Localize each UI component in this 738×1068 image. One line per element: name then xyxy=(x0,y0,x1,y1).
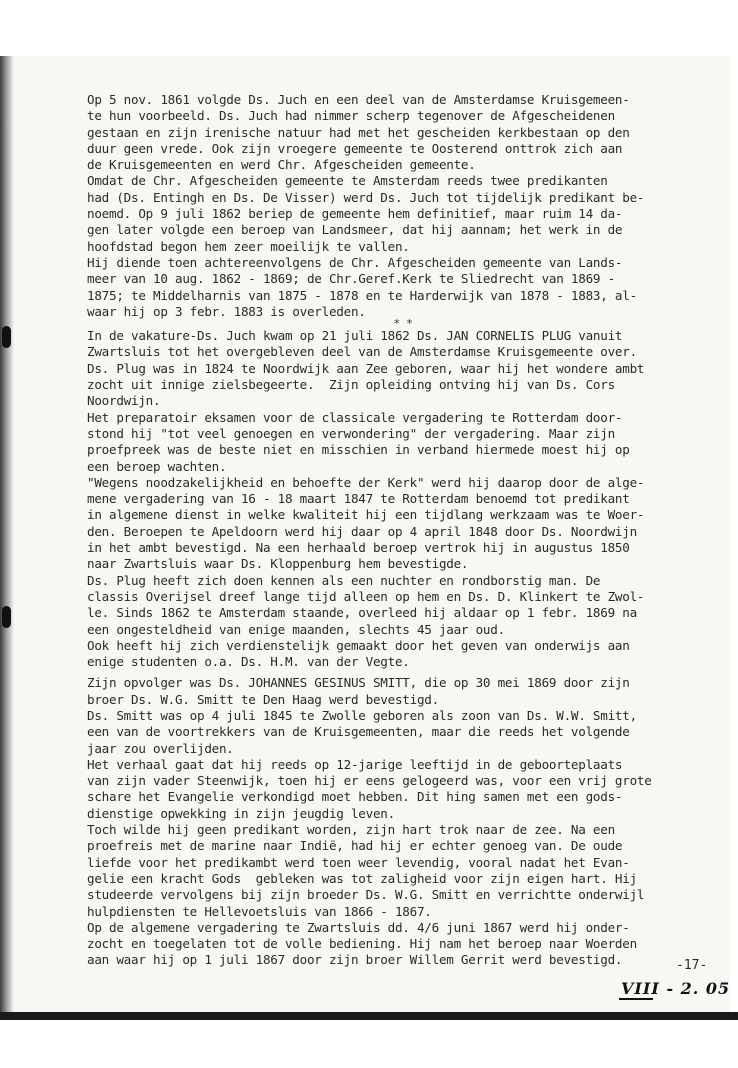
text-line: mene vergadering van 16 - 18 maart 1847 te Rotterdam benoemd tot predikant xyxy=(87,491,630,507)
text-line: zocht en toegelaten tot de volle bediening. Hij nam het beroep naar Woerden xyxy=(87,936,637,952)
text-line: proefpreek was de beste niet en misschien in verband hiermede moest hij op xyxy=(87,442,630,458)
text-line: hoofdstad begon hem zeer moeilijk te vallen. xyxy=(87,238,410,254)
text-line: hulpdiensten te Hellevoetsluis van 1866 - 1867. xyxy=(87,903,432,919)
text-line: waar hij op 3 febr. 1883 is overleden. xyxy=(87,303,366,319)
text-line: den. Beroepen te Apeldoorn werd hij daar op 4 april 1848 door Ds. Noordwijn xyxy=(87,523,637,539)
text-line: gelie een kracht Gods gebleken was tot zaligheid voor zijn eigen hart. Hij xyxy=(87,870,637,886)
text-line: Ds. Plug heeft zich doen kennen als een nuchter en rondborstig man. De xyxy=(87,572,601,588)
text-line: Op de algemene vergadering te Zwartsluis dd. 4/6 juni 1867 werd hij onder- xyxy=(87,919,630,935)
text-line: studeerde vervolgens bij zijn broeder Ds. W.G. Smitt en verrichtte onderwijl xyxy=(87,887,645,903)
scan-bottom-edge xyxy=(0,1012,738,1020)
punch-hole xyxy=(2,606,11,628)
text-line: liefde voor het predikambt werd toen weer levendig, vooral nadat het Evan- xyxy=(87,854,630,870)
archive-mark: VIII - 2. 05 xyxy=(621,979,731,998)
text-line: dienstige opwekking in zijn jeugdig leven. xyxy=(87,805,395,821)
text-line: Op 5 nov. 1861 volgde Ds. Juch en een deel van de Amsterdamse Kruisgemeen- xyxy=(87,92,630,107)
text-line: Zwartsluis tot het overgebleven deel van de Amsterdamse Kruisgemeente over. xyxy=(87,344,637,360)
text-line: Het verhaal gaat dat hij reeds op 12-jarige leeftijd in de geboorteplaats xyxy=(87,756,623,772)
text-line: de Kruisgemeenten en werd Chr. Afgescheiden gemeente. xyxy=(87,157,476,173)
punch-hole xyxy=(2,326,11,348)
page-binding-shadow xyxy=(0,56,14,1018)
text-line: Ds. Smitt was op 4 juli 1845 te Zwolle geboren als zoon van Ds. W.W. Smitt, xyxy=(87,707,637,723)
text-line: Omdat de Chr. Afgescheiden gemeente te Amsterdam reeds twee predikanten xyxy=(87,173,608,189)
text-line: had (Ds. Entingh en Ds. De Visser) werd Ds. Juch tot tijdelijk predikant be- xyxy=(87,189,645,205)
text-line: Noordwijn. xyxy=(87,393,161,409)
text-line: le. Sinds 1862 te Amsterdam staande, overleed hij aldaar op 1 febr. 1869 na xyxy=(87,605,637,621)
text-line: gestaan en zijn irenische natuur had met het gescheiden kerkbestaan op den xyxy=(87,124,630,140)
text-line: van zijn vader Steenwijk, toen hij er eens gelogeerd was, voor een vrij grote xyxy=(87,773,652,789)
text-line: Toch wilde hij geen predikant worden, zijn hart trok naar de zee. Na een xyxy=(87,822,615,838)
text-line: een van de voortrekkers van de Kruisgemeenten, maar die reeds het volgende xyxy=(87,724,630,740)
text-line: in het ambt bevestigd. Na een herhaald beroep vertrok hij in augustus 1850 xyxy=(87,540,630,556)
text-line: meer van 10 aug. 1862 - 1869; de Chr.Geref.Kerk te Sliedrecht van 1869 - xyxy=(87,271,615,287)
text-line: duur geen vrede. Ook zijn vroegere gemeente te Oosterend onttrok zich aan xyxy=(87,140,623,156)
text-line: Ds. Plug was in 1824 te Noordwijk aan Zee geboren, waar hij het wondere ambt xyxy=(87,360,645,376)
text-line: broer Ds. W.G. Smitt te Den Haag werd bevestigd. xyxy=(87,691,439,707)
text-line: schare het Evangelie verkondigd moet hebben. Dit hing samen met een gods- xyxy=(87,789,623,805)
text-line: "Wegens noodzakelijkheid en behoefte der Kerk" werd hij daarop door de alge- xyxy=(87,474,645,490)
archive-mark-underline xyxy=(619,998,653,1000)
text-line: jaar zou overlijden. xyxy=(87,740,234,756)
page-number: -17- xyxy=(676,958,708,973)
text-line: aan waar hij op 1 juli 1867 door zijn broer Willem Gerrit werd bevestigd. xyxy=(87,952,623,968)
text-line: enige studenten o.a. Ds. H.M. van der Vegte. xyxy=(87,654,410,670)
text-line: zocht uit innige zielsbegeerte. Zijn opleiding ontving hij van Ds. Cors xyxy=(87,377,615,393)
text-line: classis Overijsel dreef lange tijd alleen op hem en Ds. D. Klinkert te Zwol- xyxy=(87,588,645,604)
text-line: Ook heeft hij zich verdienstelijk gemaakt door het geven van onderwijs aan xyxy=(87,637,630,653)
section-divider: * * xyxy=(393,317,413,331)
text-line: in algemene dienst in welke kwaliteit hij een tijdlang werkzaam was te Woer- xyxy=(87,507,645,523)
text-line: Het preparatoir eksamen voor de classicale vergadering te Rotterdam door- xyxy=(87,409,623,425)
document-body xyxy=(87,92,719,969)
text-line: naar Zwartsluis waar Ds. Kloppenburg hem bevestigde. xyxy=(87,556,469,572)
text-line: een ongesteldheid van enige maanden, slechts 45 jaar oud. xyxy=(87,621,505,637)
text-line: noemd. Op 9 juli 1862 beriep de gemeente hem definitief, maar ruim 14 da- xyxy=(87,206,623,222)
text-line: stond hij "tot veel genoegen en verwondering" der vergadering. Maar zijn xyxy=(87,425,615,441)
text-line: gen later volgde een beroep van Landsmeer, dat hij aannam; het werk in de xyxy=(87,222,623,238)
text-line: te hun voorbeeld. Ds. Juch had nimmer scherp tegenover de Afgescheidenen xyxy=(87,108,615,124)
text-line: proefreis met de marine naar Indië, had hij er echter genoeg van. De oude xyxy=(87,838,623,854)
text-line: een beroep wachten. xyxy=(87,458,227,474)
text-line: Hij diende toen achtereenvolgens de Chr. Afgescheiden gemeente van Lands- xyxy=(87,254,623,270)
text-line: 1875; te Middelharnis van 1875 - 1878 en te Harderwijk van 1878 - 1883, al- xyxy=(87,287,637,303)
text-line: In de vakature-Ds. Juch kwam op 21 juli 1862 Ds. JAN CORNELIS PLUG vanuit xyxy=(87,328,623,344)
text-line: Zijn opvolger was Ds. JOHANNES GESINUS SMITT, die op 30 mei 1869 door zijn xyxy=(87,675,630,691)
